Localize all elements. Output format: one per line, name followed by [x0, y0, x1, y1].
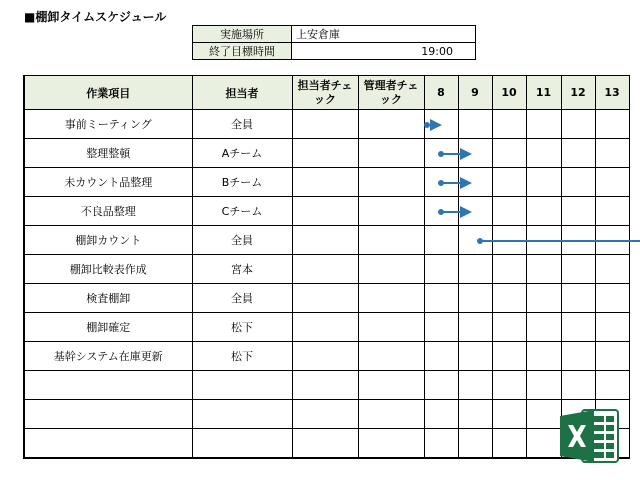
hour-cell[interactable] — [595, 342, 629, 371]
owner-cell[interactable]: 全員 — [192, 284, 292, 313]
hour-cell[interactable] — [561, 313, 595, 342]
task-cell[interactable]: 棚卸確定 — [24, 313, 192, 342]
hour-cell[interactable] — [492, 255, 526, 284]
task-cell[interactable]: 不良品整理 — [24, 197, 192, 226]
table-row — [24, 139, 629, 168]
owner-cell[interactable]: 松下 — [192, 342, 292, 371]
hour-cell[interactable] — [424, 342, 458, 371]
table-row — [24, 110, 629, 139]
task-cell[interactable]: 未カウント品整理 — [24, 168, 192, 197]
hour-cell[interactable] — [458, 429, 492, 459]
location-label: 実施場所 — [193, 26, 292, 43]
hour-cell[interactable] — [561, 342, 595, 371]
hour-cell[interactable] — [492, 400, 526, 429]
hour-cell[interactable] — [424, 313, 458, 342]
hour-cell[interactable] — [526, 168, 561, 197]
owner-check-cell[interactable] — [292, 197, 358, 226]
hour-cell[interactable] — [492, 284, 526, 313]
task-cell[interactable]: 事前ミーティング — [24, 110, 192, 139]
table-row — [24, 371, 629, 400]
task-cell[interactable]: 基幹システム在庫更新 — [24, 342, 192, 371]
hour-cell[interactable] — [424, 197, 458, 226]
header-owner: 担当者 — [192, 76, 292, 110]
hour-cell[interactable] — [561, 197, 595, 226]
schedule-table — [23, 75, 630, 459]
hour-cell[interactable] — [595, 110, 629, 139]
owner-cell[interactable] — [192, 371, 292, 400]
header-manager-check: 管理者チェック — [358, 76, 424, 110]
hour-cell[interactable] — [526, 110, 561, 139]
hour-cell[interactable] — [561, 255, 595, 284]
hour-cell[interactable] — [526, 342, 561, 371]
hour-cell[interactable] — [561, 226, 595, 255]
header-task: 作業項目 — [24, 76, 192, 110]
hour-cell[interactable] — [424, 255, 458, 284]
hour-cell[interactable] — [458, 168, 492, 197]
end-time-label: 終了目標時間 — [193, 43, 292, 60]
hour-cell[interactable] — [526, 226, 561, 255]
owner-check-cell[interactable] — [292, 371, 358, 400]
table-row — [24, 197, 629, 226]
owner-cell[interactable]: Cチーム — [192, 197, 292, 226]
hour-cell[interactable] — [458, 371, 492, 400]
task-cell[interactable]: 棚卸カウント — [24, 226, 192, 255]
hour-cell[interactable] — [526, 313, 561, 342]
hour-cell[interactable] — [492, 139, 526, 168]
owner-cell[interactable]: Aチーム — [192, 139, 292, 168]
hour-cell[interactable] — [595, 139, 629, 168]
hour-cell[interactable] — [424, 110, 458, 139]
hour-cell[interactable] — [424, 371, 458, 400]
owner-check-cell[interactable] — [292, 255, 358, 284]
hour-cell[interactable] — [424, 226, 458, 255]
manager-check-cell[interactable] — [358, 139, 424, 168]
page-title: ■棚卸タイムスケジュール — [24, 10, 167, 24]
table-row — [24, 313, 629, 342]
owner-check-cell[interactable] — [292, 429, 358, 459]
hour-cell[interactable] — [458, 197, 492, 226]
header-hour: 12 — [561, 76, 595, 110]
hour-cell[interactable] — [595, 255, 629, 284]
hour-cell[interactable] — [424, 139, 458, 168]
manager-check-cell[interactable] — [358, 342, 424, 371]
hour-cell[interactable] — [526, 255, 561, 284]
hour-cell[interactable] — [458, 110, 492, 139]
hour-cell[interactable] — [458, 400, 492, 429]
task-cell[interactable]: 整理整頓 — [24, 139, 192, 168]
hour-cell[interactable] — [595, 284, 629, 313]
task-cell[interactable] — [24, 371, 192, 400]
hour-cell[interactable] — [595, 168, 629, 197]
hour-cell[interactable] — [526, 400, 561, 429]
hour-cell[interactable] — [492, 342, 526, 371]
owner-check-cell[interactable] — [292, 139, 358, 168]
hour-cell[interactable] — [561, 371, 595, 400]
hour-cell[interactable] — [492, 197, 526, 226]
hour-cell[interactable] — [561, 168, 595, 197]
hour-cell[interactable] — [595, 226, 629, 255]
owner-check-cell[interactable] — [292, 110, 358, 139]
task-cell[interactable] — [24, 429, 192, 459]
hour-cell[interactable] — [561, 139, 595, 168]
owner-cell[interactable]: 宮本 — [192, 255, 292, 284]
owner-cell[interactable]: 全員 — [192, 110, 292, 139]
hour-cell[interactable] — [424, 168, 458, 197]
hour-cell[interactable] — [424, 400, 458, 429]
manager-check-cell[interactable] — [358, 429, 424, 459]
owner-cell[interactable]: Bチーム — [192, 168, 292, 197]
table-row — [24, 168, 629, 197]
hour-cell[interactable] — [526, 284, 561, 313]
table-row — [24, 226, 629, 255]
owner-check-cell[interactable] — [292, 226, 358, 255]
hour-cell[interactable] — [424, 429, 458, 459]
hour-cell[interactable] — [458, 226, 492, 255]
manager-check-cell[interactable] — [358, 168, 424, 197]
header-owner-check: 担当者チェック — [292, 76, 358, 110]
owner-check-cell[interactable] — [292, 342, 358, 371]
header-hour: 11 — [526, 76, 561, 110]
hour-cell[interactable] — [424, 284, 458, 313]
owner-check-cell[interactable] — [292, 400, 358, 429]
manager-check-cell[interactable] — [358, 255, 424, 284]
header-hour: 13 — [595, 76, 629, 110]
hour-cell[interactable] — [458, 139, 492, 168]
hour-cell[interactable] — [595, 371, 629, 400]
table-row — [24, 400, 629, 429]
hour-cell[interactable] — [526, 371, 561, 400]
hour-cell[interactable] — [526, 139, 561, 168]
manager-check-cell[interactable] — [358, 197, 424, 226]
manager-check-cell[interactable] — [358, 400, 424, 429]
manager-check-cell[interactable] — [358, 284, 424, 313]
owner-check-cell[interactable] — [292, 168, 358, 197]
manager-check-cell[interactable] — [358, 371, 424, 400]
manager-check-cell[interactable] — [358, 110, 424, 139]
hour-cell[interactable] — [561, 110, 595, 139]
table-row — [24, 255, 629, 284]
hour-cell[interactable] — [492, 313, 526, 342]
owner-cell[interactable]: 松下 — [192, 313, 292, 342]
manager-check-cell[interactable] — [358, 313, 424, 342]
table-row — [24, 429, 629, 459]
owner-cell[interactable] — [192, 429, 292, 459]
hour-cell[interactable] — [492, 168, 526, 197]
info-table — [192, 25, 476, 60]
excel-icon — [560, 408, 620, 464]
hour-cell[interactable] — [492, 110, 526, 139]
task-cell[interactable]: 検査棚卸 — [24, 284, 192, 313]
hour-cell[interactable] — [458, 284, 492, 313]
hour-cell[interactable] — [458, 342, 492, 371]
hour-cell[interactable] — [561, 284, 595, 313]
table-row — [24, 342, 629, 371]
hour-cell[interactable] — [492, 226, 526, 255]
hour-cell[interactable] — [526, 429, 561, 459]
manager-check-cell[interactable] — [358, 226, 424, 255]
hour-cell[interactable] — [458, 313, 492, 342]
owner-check-cell[interactable] — [292, 313, 358, 342]
header-hour: 8 — [424, 76, 458, 110]
hour-cell[interactable] — [595, 197, 629, 226]
hour-cell[interactable] — [492, 371, 526, 400]
owner-check-cell[interactable] — [292, 284, 358, 313]
hour-cell[interactable] — [458, 255, 492, 284]
task-cell[interactable] — [24, 400, 192, 429]
header-hour: 10 — [492, 76, 526, 110]
hour-cell[interactable] — [526, 197, 561, 226]
owner-cell[interactable] — [192, 400, 292, 429]
task-cell[interactable]: 棚卸比較表作成 — [24, 255, 192, 284]
hour-cell[interactable] — [492, 429, 526, 459]
table-row — [24, 284, 629, 313]
end-time-value[interactable]: 19:00 — [292, 43, 476, 60]
header-hour: 9 — [458, 76, 492, 110]
owner-cell[interactable]: 全員 — [192, 226, 292, 255]
header-row — [24, 76, 629, 110]
location-value[interactable]: 上安倉庫 — [292, 26, 476, 43]
hour-cell[interactable] — [595, 313, 629, 342]
